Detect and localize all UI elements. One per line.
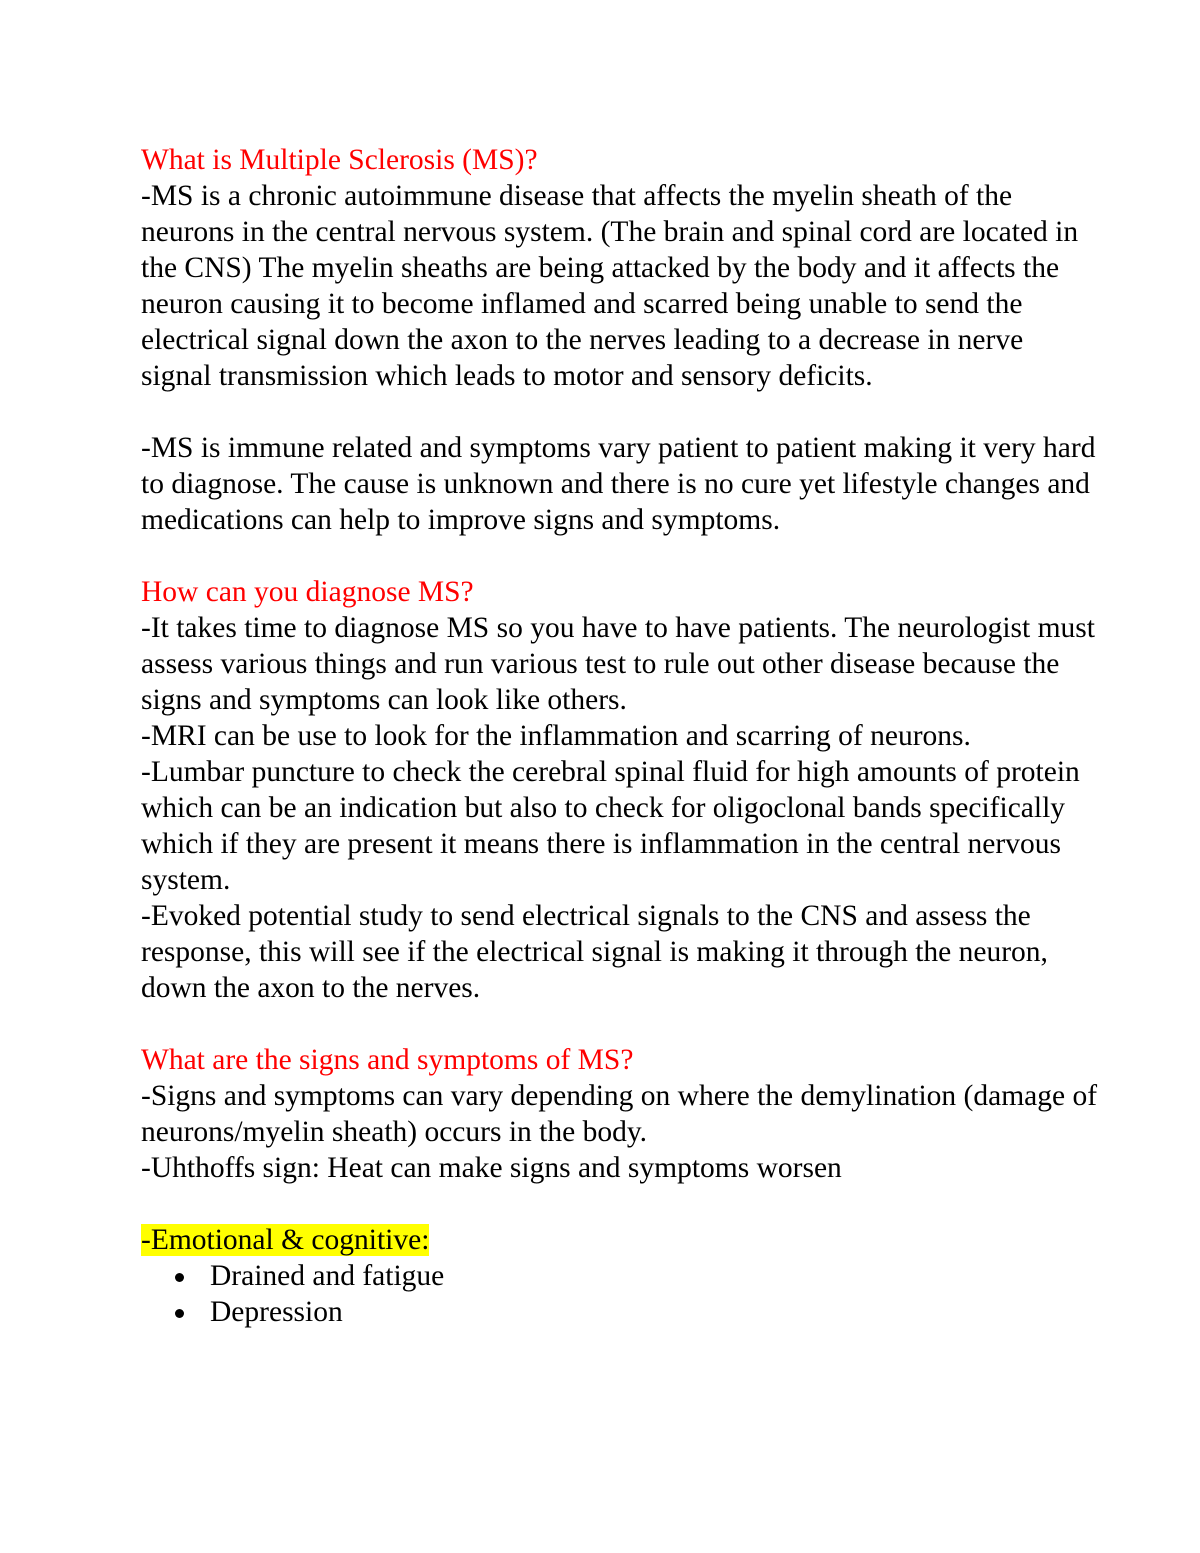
bullet-icon <box>175 1273 184 1282</box>
heading-what-is-ms: What is Multiple Sclerosis (MS)? <box>141 144 538 176</box>
paragraph-lumbar-puncture: -Lumbar puncture to check the cerebral spinal fluid for high amounts of protein which can be an indication but also to check for oligoclonal bands specifically which if they are present it means there is inflammation in the central nervous system. <box>141 756 1080 896</box>
spacer <box>141 394 1100 430</box>
list-item <box>171 1294 1100 1330</box>
spacer <box>141 1006 1100 1042</box>
spacer <box>141 1186 1100 1222</box>
emotional-cognitive-label <box>141 1222 1100 1258</box>
paragraph-ms-immune: -MS is immune related and symptoms vary patient to patient making it very hard to diagnose. The cause is unknown and there is no cure yet lifestyle changes and medications can help to improve signs and symptoms. <box>141 432 1096 536</box>
list-item-text: Depression <box>210 1296 343 1328</box>
list-item <box>171 1258 1100 1294</box>
bullet-icon <box>175 1309 184 1318</box>
highlighted-subheading: -Emotional & cognitive: <box>141 1224 430 1256</box>
paragraph-mri: -MRI can be use to look for the inflammation and scarring of neurons. <box>141 720 971 752</box>
paragraph-signs-vary: -Signs and symptoms can vary depending on where the demylination (damage of neurons/myelin sheath) occurs in the body. <box>141 1080 1098 1148</box>
heading-diagnose-ms: How can you diagnose MS? <box>141 576 474 608</box>
list-item-text: Drained and fatigue <box>210 1260 445 1292</box>
paragraph-uhthoffs-sign: -Uhthoffs sign: Heat can make signs and symptoms worsen <box>141 1152 842 1184</box>
paragraph-diagnosis-time: -It takes time to diagnose MS so you have to have patients. The neurologist must assess various things and run various test to rule out other disease because the signs and symptoms can look like others. <box>141 612 1095 716</box>
spacer <box>141 538 1100 574</box>
emotional-cognitive-list <box>141 1258 1100 1330</box>
heading-signs-symptoms: What are the signs and symptoms of MS? <box>141 1044 634 1076</box>
paragraph-ms-definition: -MS is a chronic autoimmune disease that affects the myelin sheath of the neurons in the central nervous system. (The brain and spinal cord are located in the CNS) The myelin sheaths are being attacked by the body and it affects the neuron causing it to become inflamed and scarred being unable to send the electrical signal down the axon to the nerves leading to a decrease in nerve signal transmission which leads to motor and sensory deficits. <box>141 180 1079 392</box>
paragraph-evoked-potential: -Evoked potential study to send electrical signals to the CNS and assess the response, this will see if the electrical signal is making it through the neuron, down the axon to the nerves. <box>141 900 1048 1004</box>
